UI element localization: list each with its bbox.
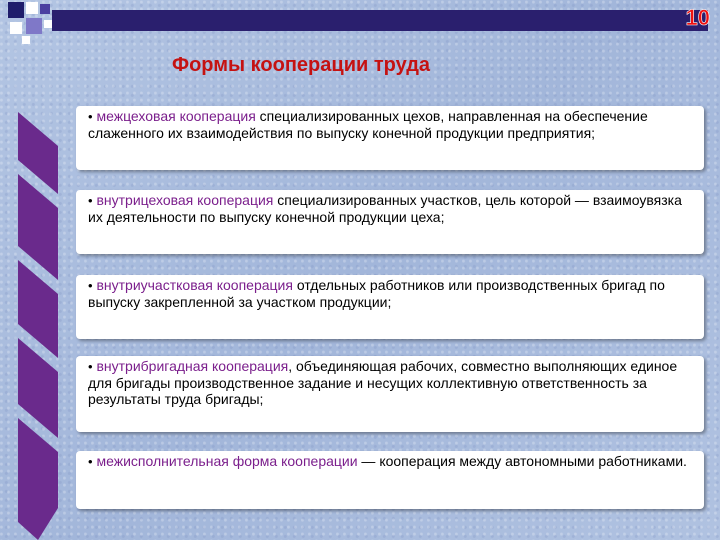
bullet-icon: • [88, 278, 93, 293]
decor-square [8, 2, 24, 18]
decor-square [10, 22, 22, 34]
bullet-icon: • [88, 193, 93, 208]
item-term: межисполнительная форма кооперации [96, 453, 358, 469]
chevron-arrow-5 [18, 418, 58, 540]
decor-square [22, 36, 30, 44]
item-text: — кооперация между автономными работниками. [357, 453, 687, 469]
cooperation-item-2 [76, 190, 704, 254]
cooperation-item-5 [76, 451, 704, 509]
item-text: специализированных цехов, направленная на обеспечение слаженного их взаимодействия по выпуску конечной продукции предприятия; [88, 108, 648, 141]
decor-square [26, 18, 42, 34]
cooperation-item-1 [76, 106, 704, 170]
decor-square [44, 20, 52, 28]
item-term: внутриучастковая кооперация [96, 277, 293, 293]
slide-title: Формы кооперации труда [172, 54, 431, 76]
item-text: специализированных участков, цель которой — взаимоувязка их деятельности по выпуску конечной продукции цеха; [88, 192, 682, 225]
item-term: внутрицеховая кооперация [96, 192, 274, 208]
item-text: , объединяющая рабочих, совместно выполняющих единое для бригады производственное задание и несущих коллективную ответственность за результаты труда бригады; [88, 358, 678, 407]
decor-square [26, 2, 38, 14]
bullet-icon: • [88, 359, 93, 374]
chevron-arrows [0, 112, 80, 540]
item-text: отдельных работников или производственных бригад по выпуску закрепленной за участком продукции; [88, 277, 665, 310]
bullet-icon: • [88, 454, 93, 469]
decor-square [40, 4, 50, 14]
cooperation-item-3 [76, 275, 704, 339]
chevron-arrow-4 [18, 338, 58, 438]
bullet-icon: • [88, 109, 93, 124]
chevron-arrow-2 [18, 174, 58, 280]
item-term: межцеховая кооперация [96, 108, 256, 124]
slide-number: 10 [685, 5, 710, 30]
header-bar [52, 10, 708, 31]
cooperation-item-4 [76, 356, 704, 432]
item-term: внутрибригадная кооперация [96, 358, 289, 374]
corner-squares-decoration [0, 0, 60, 45]
